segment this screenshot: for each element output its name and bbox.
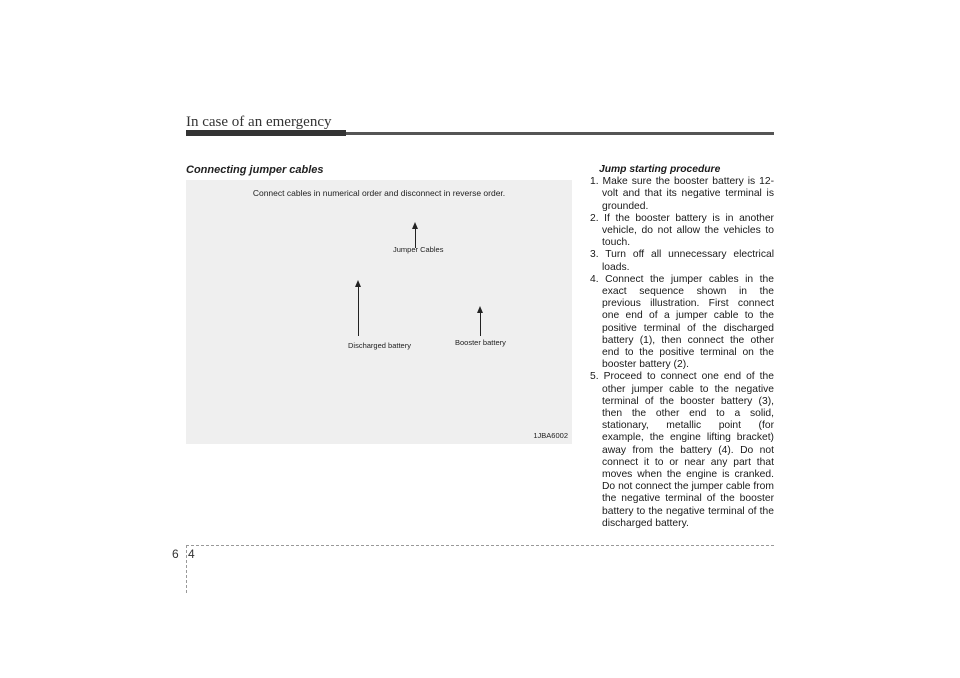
procedure-step: 3. Turn off all unnecessary electrical loads. <box>590 249 774 273</box>
figure-caption: Connect cables in numerical order and disconnect in reverse order. <box>252 188 506 198</box>
page-number: 4 <box>188 547 195 561</box>
header-rule-accent <box>186 130 346 136</box>
procedure-step: 1. Make sure the booster battery is 12-volt and that its negative terminal is grounded. <box>590 176 774 212</box>
section-heading: Connecting jumper cables <box>186 164 324 176</box>
procedure-step: 2. If the booster battery is in another vehicle, do not allow the vehicles to touch. <box>590 212 774 249</box>
jumper-cable-figure <box>186 180 572 444</box>
footer-vertical-rule <box>186 545 187 593</box>
procedure-step: 5. Proceed to connect one end of the other jumper cable to the negative terminal of the booster battery (3), then the other end to a solid, stationary, metallic point (for example, the engine lifting bracket) away from the battery (4). Do not connect it to or near any part that moves when the engine is cranked. Do not connect the jumper cable from the negative terminal of the booster battery to the negative terminal of the discharged battery. <box>590 371 774 529</box>
discharged-battery-label: Discharged battery <box>348 341 411 350</box>
procedure-column <box>590 164 774 530</box>
figure-code: 1JBA6002 <box>533 431 568 440</box>
procedure-step: 4. Connect the jumper cables in the exact sequence shown in the previous illustration. First connect one end of a jumper cable to the positive terminal of the discharged battery (1), then connect the other end to the positive terminal on the booster battery (2). <box>590 273 774 371</box>
booster-battery-label: Booster battery <box>455 338 506 347</box>
procedure-title: Jump starting procedure <box>599 164 721 175</box>
page-chapter: 6 <box>172 547 179 561</box>
footer-dashed-rule <box>186 545 774 546</box>
header-title: In case of an emergency <box>186 114 332 130</box>
jumper-cables-label: Jumper Cables <box>393 245 444 254</box>
booster-battery-arrow <box>480 312 481 336</box>
discharged-battery-arrow <box>358 286 359 336</box>
